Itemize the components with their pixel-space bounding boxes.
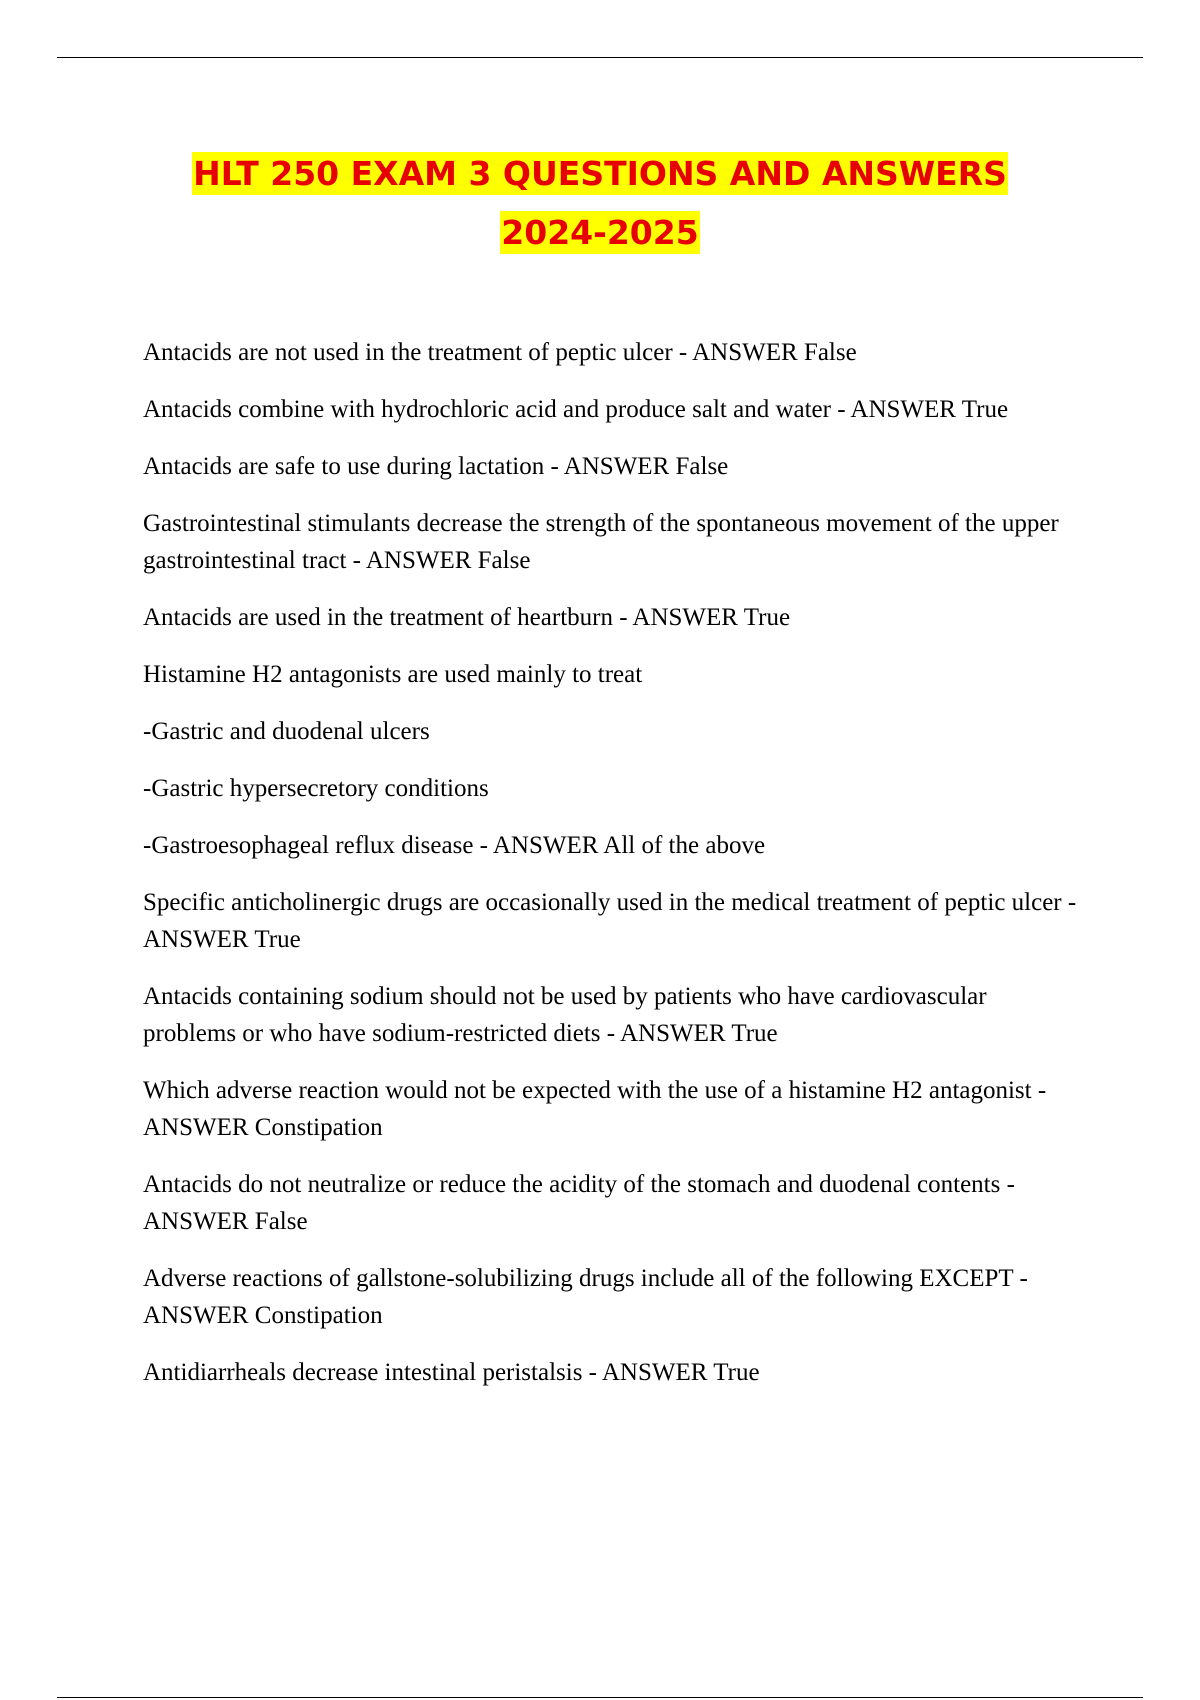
- qa-paragraph: Antacids are used in the treatment of heartburn - ANSWER True: [143, 604, 791, 631]
- qa-paragraph: Antacids are safe to use during lactation - ANSWER False: [143, 453, 729, 480]
- qa-paragraph: -Gastroesophageal reflux disease - ANSWER All of the above: [143, 832, 766, 859]
- qa-paragraph: Antacids are not used in the treatment of peptic ulcer - ANSWER False: [143, 339, 857, 366]
- qa-paragraph: -Gastric hypersecretory conditions: [143, 775, 489, 802]
- title-line-2: 2024-2025: [501, 213, 699, 252]
- qa-list: [143, 334, 1083, 1411]
- qa-paragraph: Histamine H2 antagonists are used mainly to treat: [143, 661, 643, 688]
- qa-paragraph: -Gastric and duodenal ulcers: [143, 718, 430, 745]
- title-line-1: HLT 250 EXAM 3 QUESTIONS AND ANSWERS: [193, 154, 1007, 193]
- header-rule: [57, 57, 1143, 58]
- qa-paragraph: Antacids containing sodium should not be used by patients who have cardiovascular problems or who have sodium-restricted diets - ANSWER True: [143, 983, 987, 1047]
- qa-paragraph: Antidiarrheals decrease intestinal peristalsis - ANSWER True: [143, 1359, 760, 1386]
- qa-paragraph: Antacids do not neutralize or reduce the acidity of the stomach and duodenal contents - ANSWER False: [143, 1171, 1015, 1235]
- qa-paragraph: Which adverse reaction would not be expected with the use of a histamine H2 antagonist - ANSWER Constipation: [143, 1077, 1047, 1141]
- qa-paragraph: Adverse reactions of gallstone-solubilizing drugs include all of the following EXCEPT - ANSWER Constipation: [143, 1265, 1028, 1329]
- qa-paragraph: Specific anticholinergic drugs are occasionally used in the medical treatment of peptic ulcer - ANSWER True: [143, 889, 1077, 953]
- footer-rule: [57, 1697, 1143, 1698]
- document-title: [0, 144, 1200, 262]
- qa-paragraph: Gastrointestinal stimulants decrease the strength of the spontaneous movement of the upper gastrointestinal tract - ANSWER False: [143, 510, 1059, 574]
- qa-paragraph: Antacids combine with hydrochloric acid and produce salt and water - ANSWER True: [143, 396, 1009, 423]
